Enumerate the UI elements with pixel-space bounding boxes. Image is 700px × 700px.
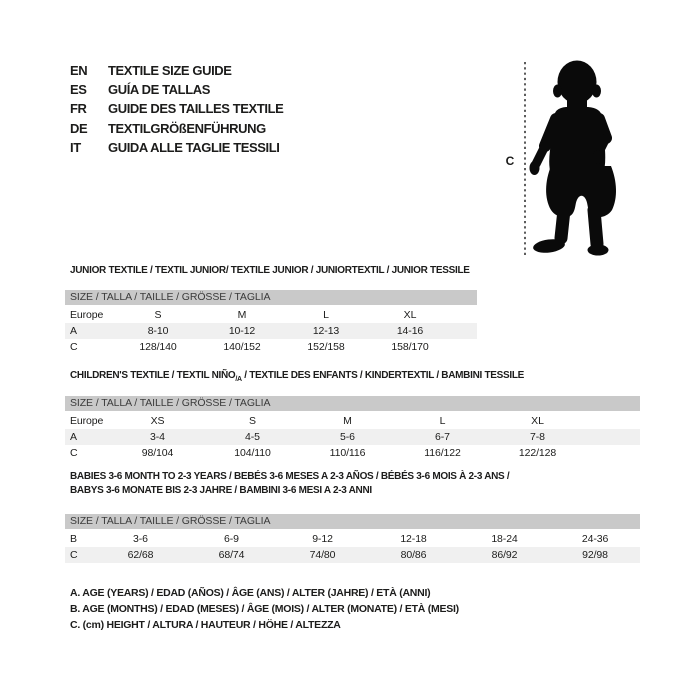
language-row-es bbox=[70, 80, 283, 99]
toddler-silhouette bbox=[530, 61, 617, 256]
filler-cell bbox=[452, 339, 477, 355]
age-cell: 8-10 bbox=[116, 323, 200, 339]
language-code: FR bbox=[70, 101, 87, 117]
size-header-bar: SIZE / TALLA / TAILLE / GRÖSSE / TAGLIA bbox=[65, 514, 640, 530]
size-cell: S bbox=[249, 415, 256, 427]
children-title-part: CHILDREN'S TEXTILE / TEXTIL NIÑO bbox=[70, 370, 236, 381]
footnote-height-cm: C. (cm) HEIGHT / ALTURA / HAUTEUR / HÖHE / ALTEZZA bbox=[70, 618, 341, 631]
babies-title-line1: BABIES 3-6 MONTH TO 2-3 YEARS / BEBÉS 3-6 MESES A 2-3 AÑOS / BÉBÉS 3-6 MOIS À 2-3 ANS / bbox=[70, 471, 510, 482]
babies-section-title bbox=[70, 470, 509, 497]
table-row-age bbox=[65, 429, 640, 445]
height-cell: 158/170 bbox=[391, 341, 429, 353]
toddler-silhouette-figure bbox=[518, 50, 688, 270]
height-cell: 80/86 bbox=[368, 547, 459, 563]
row-label: C bbox=[70, 447, 78, 459]
filler-cell bbox=[452, 306, 477, 323]
row-label: C bbox=[70, 341, 78, 353]
language-code: IT bbox=[70, 139, 81, 155]
table-row-height bbox=[65, 445, 640, 461]
size-cell: XS bbox=[150, 415, 165, 427]
size-cell: XL bbox=[403, 309, 417, 321]
height-cell: 140/152 bbox=[223, 341, 261, 353]
height-cell: 110/116 bbox=[329, 447, 366, 459]
height-cell: 152/158 bbox=[307, 341, 345, 353]
language-code: EN bbox=[70, 63, 88, 78]
language-row-it bbox=[70, 138, 283, 157]
footnotes bbox=[70, 586, 459, 633]
babies-size-table bbox=[65, 514, 640, 563]
size-cell: M bbox=[343, 415, 352, 427]
height-cell: 62/68 bbox=[95, 547, 186, 563]
size-header-row bbox=[65, 290, 477, 306]
age-cell: 6-7 bbox=[395, 429, 490, 445]
language-code: DE bbox=[70, 120, 88, 136]
age-cell: 3-4 bbox=[110, 429, 205, 445]
size-cell: XL bbox=[531, 415, 544, 427]
age-cell: 12-13 bbox=[284, 323, 368, 339]
size-cell: S bbox=[154, 309, 162, 321]
table-row-height bbox=[65, 339, 477, 355]
height-cell: 116/122 bbox=[424, 447, 461, 459]
table-row-months bbox=[65, 530, 640, 547]
language-title-list bbox=[70, 61, 283, 157]
language-row-de bbox=[70, 119, 283, 138]
months-cell: 12-18 bbox=[400, 533, 427, 545]
months-cell: 3-6 bbox=[133, 533, 148, 545]
height-cell: 86/92 bbox=[459, 547, 550, 563]
size-header-row bbox=[65, 514, 640, 530]
height-cell: 98/104 bbox=[141, 447, 174, 459]
table-row-height bbox=[65, 547, 640, 563]
children-section-title bbox=[70, 369, 524, 387]
height-cell: 128/140 bbox=[139, 341, 177, 353]
children-title-sub: /A bbox=[235, 376, 242, 383]
row-label: Europe bbox=[70, 309, 104, 321]
junior-size-table bbox=[65, 290, 477, 355]
height-cell: 92/98 bbox=[550, 547, 640, 563]
children-title-part: / TEXTILE DES ENFANTS / KINDERTEXTIL / BAMBINI TESSILE bbox=[241, 370, 525, 381]
children-size-table bbox=[65, 396, 640, 461]
height-cell: 122/128 bbox=[518, 447, 557, 459]
months-cell: 18-24 bbox=[491, 533, 518, 545]
age-cell: 14-16 bbox=[368, 323, 452, 339]
language-row-en bbox=[70, 61, 283, 80]
height-cell: 104/110 bbox=[234, 447, 271, 459]
footnote-age-years: A. AGE (YEARS) / EDAD (AÑOS) / ÂGE (ANS) / ALTER (JAHRE) / ETÀ (ANNI) bbox=[70, 587, 431, 599]
language-title: TEXTILGRÖßENFÜHRUNG bbox=[108, 120, 266, 136]
months-cell: 24-36 bbox=[581, 533, 609, 545]
language-row-fr bbox=[70, 99, 283, 118]
table-row-europe bbox=[65, 306, 477, 323]
language-title: GUÍA DE TALLAS bbox=[108, 82, 211, 98]
age-cell: 7-8 bbox=[490, 429, 585, 445]
row-label: C bbox=[65, 547, 95, 563]
row-label: B bbox=[70, 533, 77, 545]
row-label: A bbox=[65, 323, 116, 339]
babies-title-line2: BABYS 3-6 MONATE BIS 2-3 JAHRE / BAMBINI 3-6 MESI A 2-3 ANNI bbox=[70, 484, 372, 496]
age-cell: 4-5 bbox=[205, 429, 300, 445]
age-cell: 10-12 bbox=[200, 323, 284, 339]
months-cell: 6-9 bbox=[224, 533, 239, 545]
language-title: GUIDA ALLE TAGLIE TESSILI bbox=[108, 139, 280, 155]
filler-cell bbox=[452, 323, 477, 339]
size-header-bar: SIZE / TALLA / TAILLE / GRÖSSE / TAGLIA bbox=[65, 290, 477, 306]
height-measure-label: C bbox=[505, 154, 515, 168]
filler-cell bbox=[585, 429, 640, 445]
size-header-row bbox=[65, 396, 640, 412]
height-cell: 74/80 bbox=[277, 547, 368, 563]
language-title: GUIDE DES TAILLES TEXTILE bbox=[108, 101, 284, 117]
size-header-bar: SIZE / TALLA / TAILLE / GRÖSSE / TAGLIA bbox=[65, 396, 640, 412]
junior-section-title: JUNIOR TEXTILE / TEXTIL JUNIOR/ TEXTILE JUNIOR / JUNIORTEXTIL / JUNIOR TESSILE bbox=[70, 265, 470, 276]
size-cell: L bbox=[439, 415, 446, 427]
age-cell: 5-6 bbox=[300, 429, 395, 445]
language-code: ES bbox=[70, 82, 87, 98]
row-label: Europe bbox=[70, 415, 104, 427]
months-cell: 9-12 bbox=[312, 533, 333, 545]
row-label: A bbox=[65, 429, 110, 445]
table-row-age bbox=[65, 323, 477, 339]
height-cell: 68/74 bbox=[186, 547, 277, 563]
footnote-age-months: B. AGE (MONTHS) / EDAD (MESES) / ÂGE (MOIS) / ALTER (MONATE) / ETÀ (MESI) bbox=[70, 602, 459, 615]
language-title: TEXTILE SIZE GUIDE bbox=[108, 63, 232, 78]
filler-cell bbox=[585, 445, 640, 461]
size-cell: M bbox=[237, 309, 247, 321]
filler-cell bbox=[585, 412, 640, 429]
size-cell: L bbox=[323, 309, 329, 321]
table-row-europe bbox=[65, 412, 640, 429]
